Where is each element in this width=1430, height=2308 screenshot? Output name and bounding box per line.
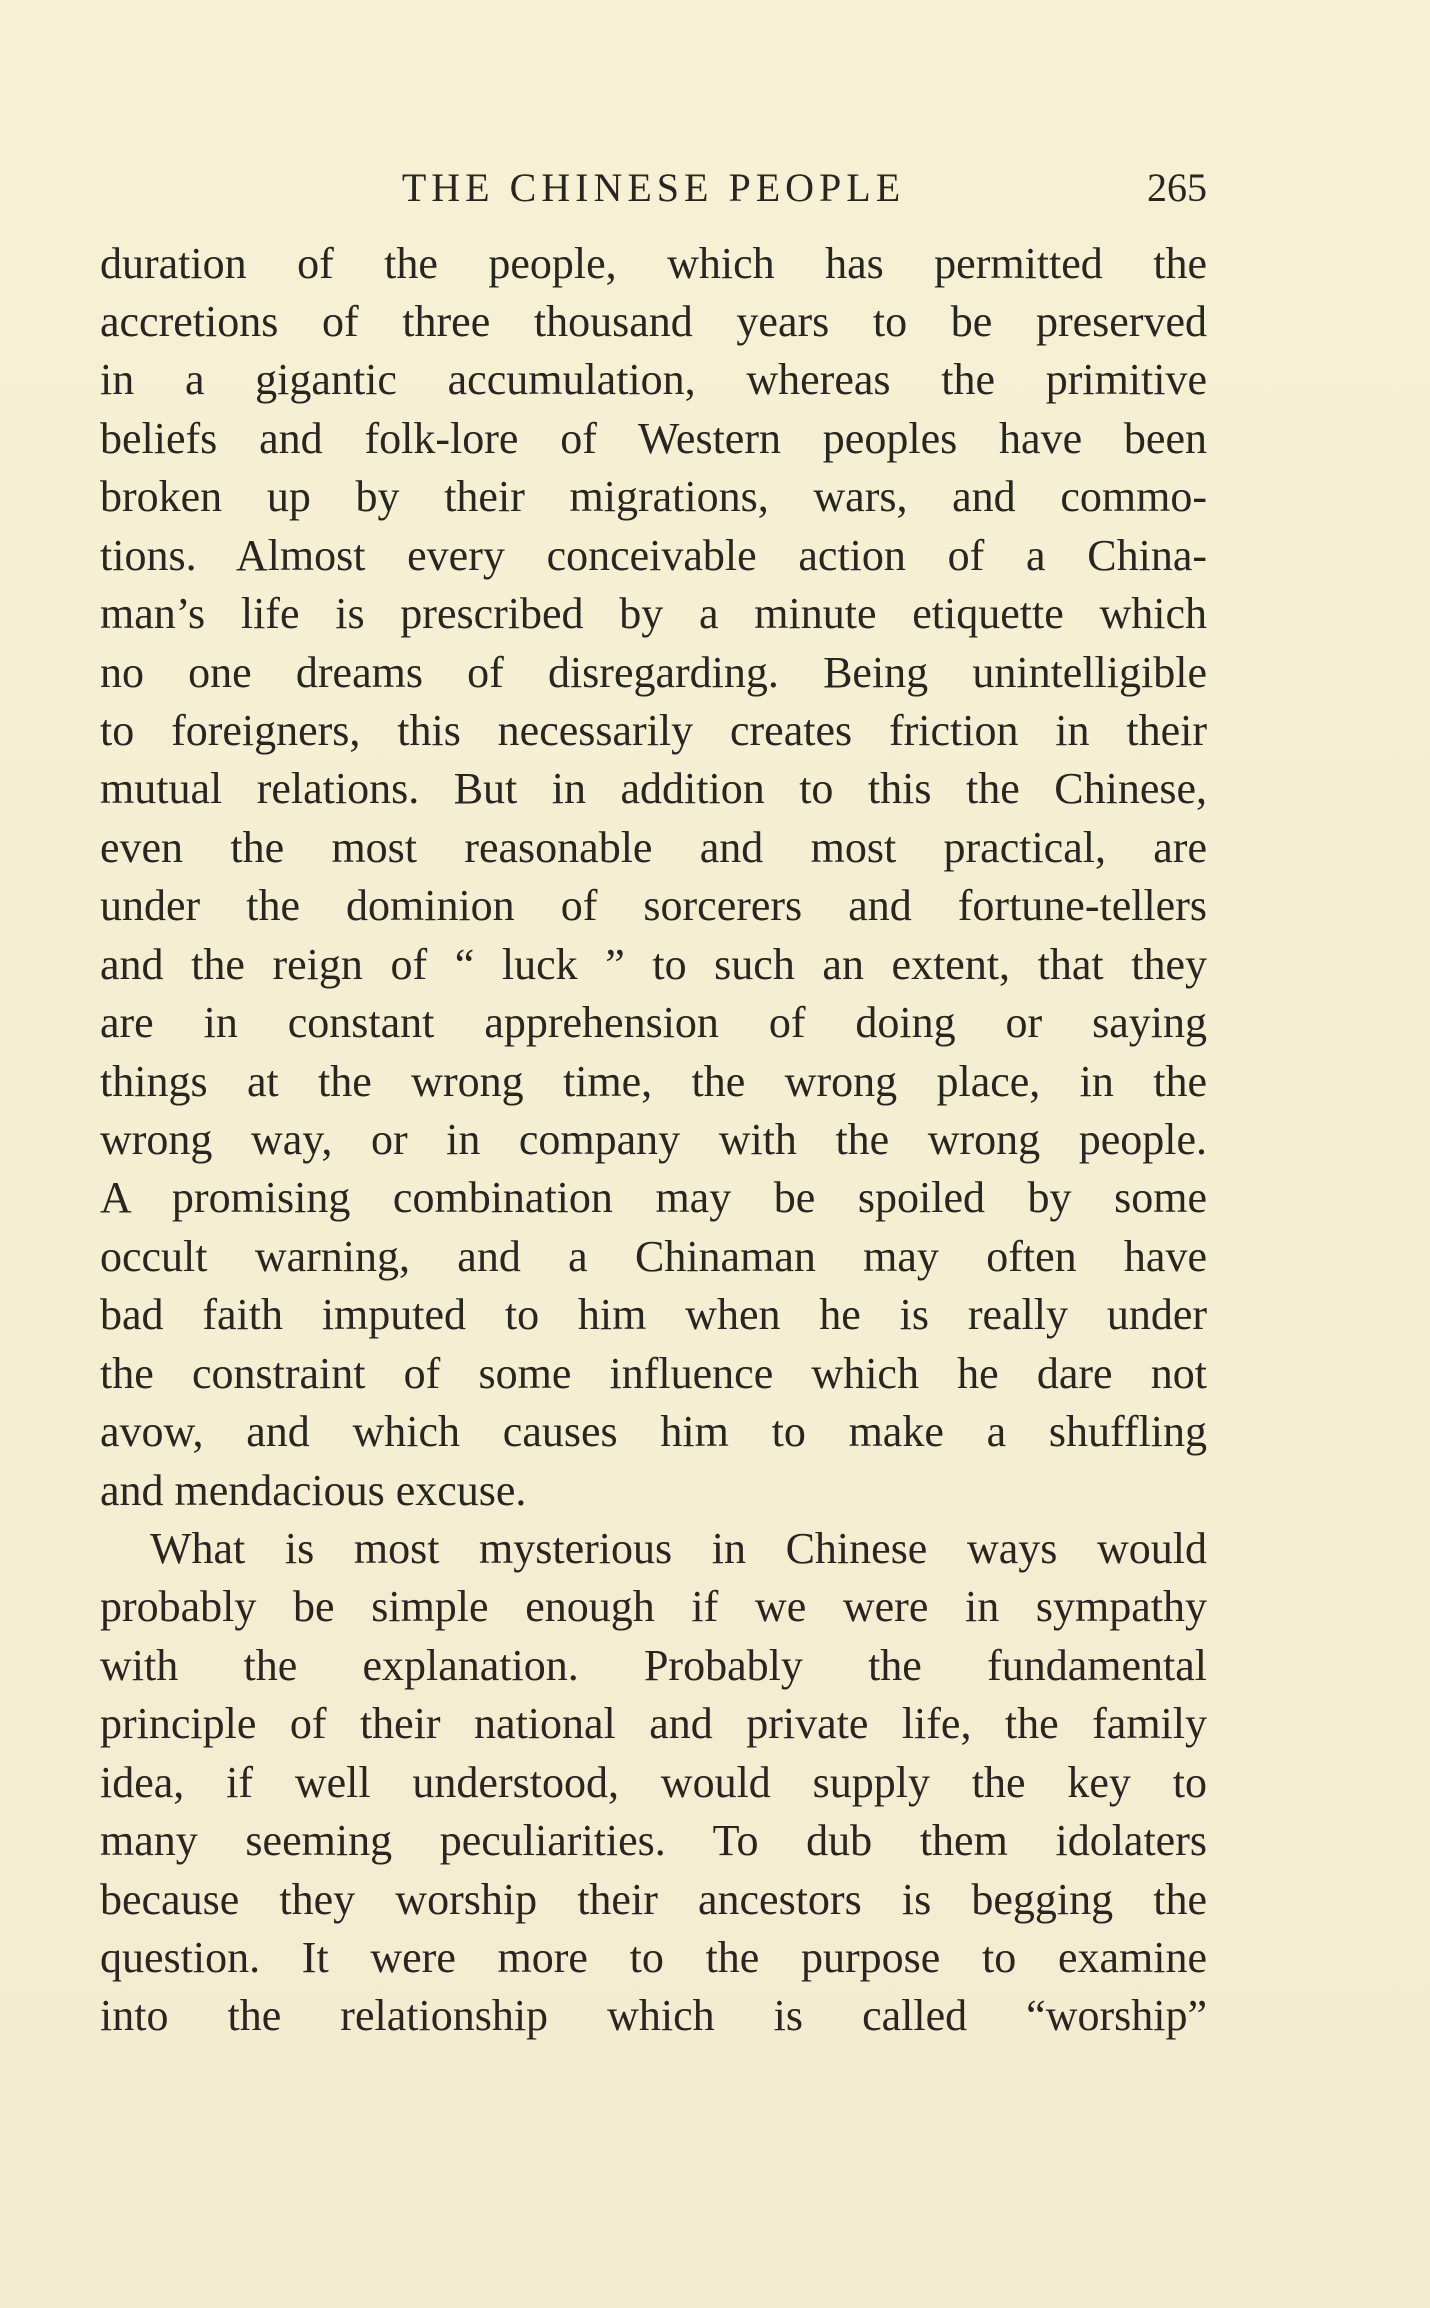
text-line: bad faith imputed to him when he is really under <box>100 1290 1207 1339</box>
text-line: tions. Almost every conceivable action of a China- <box>100 531 1207 580</box>
text-line: to foreigners, this necessarily creates friction in their <box>100 706 1207 755</box>
text-line: the constraint of some influence which he dare not <box>100 1349 1207 1398</box>
page-number: 265 <box>1147 165 1207 210</box>
text-line: A promising combination may be spoiled by some <box>100 1173 1207 1222</box>
running-title: THE CHINESE PEOPLE <box>401 165 906 210</box>
text-line: wrong way, or in company with the wrong people. <box>100 1115 1207 1164</box>
text-line: occult warning, and a Chinaman may often have <box>100 1232 1207 1281</box>
text-line: and mendacious excuse. <box>100 1466 527 1515</box>
text-line: What is most mysterious in Chinese ways would <box>150 1524 1207 1573</box>
text-line: and the reign of “ luck ” to such an extent, that they <box>100 940 1207 989</box>
text-line: idea, if well understood, would supply the key to <box>100 1758 1207 1807</box>
text-line: beliefs and folk-lore of Western peoples have been <box>100 414 1207 463</box>
text-line: probably be simple enough if we were in sympathy <box>100 1582 1207 1631</box>
text-line: even the most reasonable and most practical, are <box>100 823 1207 872</box>
text-line: broken up by their migrations, wars, and commo- <box>100 472 1207 521</box>
text-line: many seeming peculiarities. To dub them idolaters <box>100 1816 1207 1865</box>
text-line: principle of their national and private life, the family <box>100 1699 1207 1748</box>
text-line: are in constant apprehension of doing or saying <box>100 998 1207 1047</box>
text-line: mutual relations. But in addition to this the Chinese, <box>100 764 1207 813</box>
text-line: with the explanation. Probably the fundamental <box>100 1641 1207 1690</box>
text-line: duration of the people, which has permitted the <box>100 239 1207 288</box>
text-line: things at the wrong time, the wrong place, in the <box>100 1057 1207 1106</box>
text-line: because they worship their ancestors is begging the <box>100 1875 1207 1924</box>
text-line: in a gigantic accumulation, whereas the primitive <box>100 355 1207 404</box>
running-head <box>100 158 1207 218</box>
text-line: accretions of three thousand years to be preserved <box>100 297 1207 346</box>
text-line: under the dominion of sorcerers and fortune-tellers <box>100 881 1207 930</box>
text-line: no one dreams of disregarding. Being unintelligible <box>100 648 1207 697</box>
text-line: avow, and which causes him to make a shuffling <box>100 1407 1207 1456</box>
text-line: man’s life is prescribed by a minute etiquette which <box>100 589 1207 638</box>
text-line: into the relationship which is called “worship” <box>100 1991 1207 2040</box>
text-line: question. It were more to the purpose to examine <box>100 1933 1207 1982</box>
